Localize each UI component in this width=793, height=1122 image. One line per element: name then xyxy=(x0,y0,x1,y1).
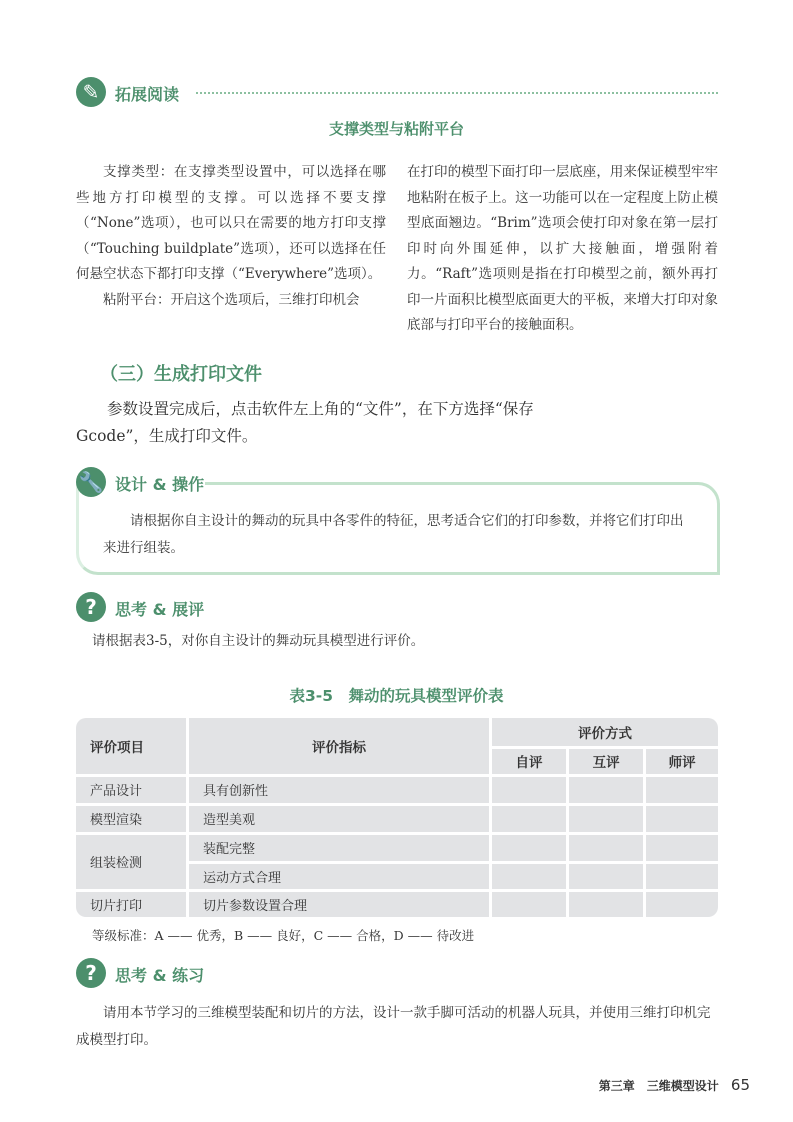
header-method: 评价方式 xyxy=(491,718,719,747)
design-label: 设计 & 操作 xyxy=(115,475,205,494)
support-type-paragraph: 支撑类型：在支撑类型设置中，可以选择在哪些地方打印模型的支撑。可以选择不要支撑（“None”选项），也可以只在需要的地方打印支撑（“Touching buildplate”选项），还可以选择在任何悬空状态下都打印支撑（“Everywhere”选项）。 xyxy=(76,164,386,282)
table-row xyxy=(76,804,718,833)
think-review-label: 思考 & 展评 xyxy=(115,600,205,619)
cell-teacher[interactable] xyxy=(645,833,718,862)
cell-teacher[interactable] xyxy=(645,890,718,917)
dotted-divider xyxy=(196,92,718,94)
reading-title: 支撑类型与粘附平台 xyxy=(328,120,464,138)
row-item: 产品设计 xyxy=(76,775,188,804)
row-indicator: 运动方式合理 xyxy=(188,862,491,890)
cell-teacher[interactable] xyxy=(645,775,718,804)
cell-self[interactable] xyxy=(491,775,568,804)
table-title: 表3-5 舞动的玩具模型评价表 xyxy=(289,687,504,705)
table-row xyxy=(76,775,718,804)
page-footer xyxy=(599,1076,750,1094)
think-review-text: 请根据表3-5，对你自主设计的舞动玩具模型进行评价。 xyxy=(92,633,425,649)
grade-note: 等级标准：A —— 优秀，B —— 良好，C —— 合格，D —— 待改进 xyxy=(92,928,475,943)
section-heading: （三）生成打印文件 xyxy=(100,364,262,385)
row-indicator: 具有创新性 xyxy=(188,775,491,804)
book-icon: ✎ xyxy=(76,77,106,107)
chapter-label: 第三章 三维模型设计 xyxy=(598,1079,719,1093)
design-text: 请根据你自主设计的舞动的玩具中各零件的特征，思考适合它们的打印参数，并将它们打印出来进行组装。 xyxy=(103,513,684,556)
cell-peer[interactable] xyxy=(568,833,645,862)
reading-left-column xyxy=(76,160,386,313)
think-practice-text: 请用本节学习的三维模型装配和切片的方法，设计一款手脚可活动的机器人玩具，并使用三维打印机完成模型打印。 xyxy=(76,1005,711,1048)
cell-peer[interactable] xyxy=(568,775,645,804)
row-item: 模型渲染 xyxy=(76,804,188,833)
platform-paragraph: 粘附平台：开启这个选项后，三维打印机会 xyxy=(103,291,360,308)
header-self: 自评 xyxy=(491,747,568,775)
row-item: 组装检测 xyxy=(76,833,188,890)
cell-self[interactable] xyxy=(491,833,568,862)
table-row xyxy=(76,890,718,917)
cell-peer[interactable] xyxy=(568,862,645,890)
reading-right-column: 在打印的模型下面打印一层底座，用来保证模型牢牢地粘附在板子上。这一功能可以在一定程度上防止模型底面翘边。“Brim”选项会使打印对象在第一层打印时向外围延伸，以扩大接触面，增强附着力。“Raft”选项则是指在打印模型之前，额外再打印一片面积比模型底面更大的平板，来增大打印对象底部与打印平台的接触面积。 xyxy=(407,164,718,333)
cell-self[interactable] xyxy=(491,862,568,890)
question-icon: ? xyxy=(76,592,106,622)
row-indicator: 造型美观 xyxy=(188,804,491,833)
evaluation-table xyxy=(76,718,718,917)
page-number: 65 xyxy=(730,1076,750,1094)
header-peer: 互评 xyxy=(568,747,645,775)
cell-teacher[interactable] xyxy=(645,862,718,890)
cell-peer[interactable] xyxy=(568,890,645,917)
section-text: 参数设置完成后，点击软件左上角的“文件”，在下方选择“保存Gcode”，生成打印文件。 xyxy=(76,400,534,445)
row-indicator: 装配完整 xyxy=(188,833,491,862)
cell-teacher[interactable] xyxy=(645,804,718,833)
row-indicator: 切片参数设置合理 xyxy=(188,890,491,917)
cell-self[interactable] xyxy=(491,890,568,917)
wrench-icon: 🔧 xyxy=(76,467,106,497)
header-teacher: 师评 xyxy=(645,747,718,775)
cell-peer[interactable] xyxy=(568,804,645,833)
header-item: 评价项目 xyxy=(76,718,188,775)
extended-reading-label: 拓展阅读 xyxy=(115,85,180,104)
question-icon: ? xyxy=(76,958,106,988)
cell-self[interactable] xyxy=(491,804,568,833)
table-row xyxy=(76,833,718,862)
think-practice-label: 思考 & 练习 xyxy=(115,966,205,985)
header-indicator: 评价指标 xyxy=(188,718,491,775)
row-item: 切片打印 xyxy=(76,890,188,917)
